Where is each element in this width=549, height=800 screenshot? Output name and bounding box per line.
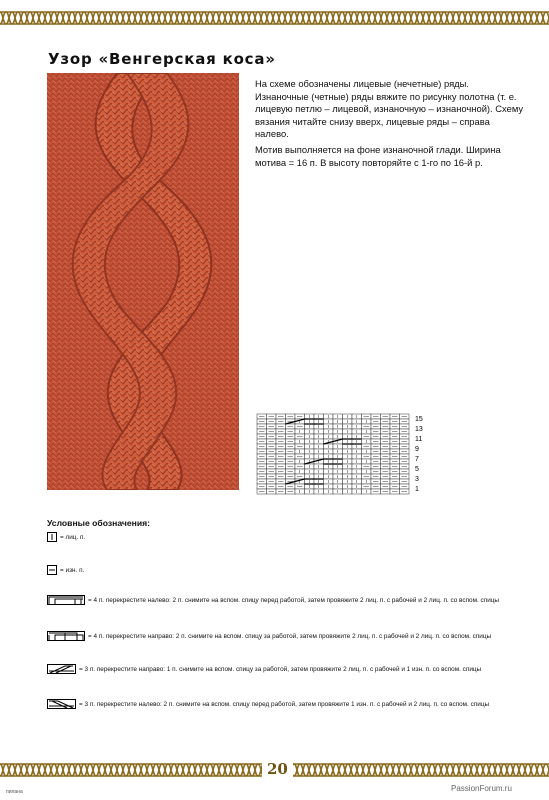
legend-item-purl xyxy=(47,563,84,577)
legend-text: = 4 п. перекрестите налево: 2 п. снимите на вспом. спицу перед работой, затем провяжите 2 лиц. п. с рабочей и 2 лиц. п. со вспом. спицы xyxy=(88,596,500,604)
legend-text: = 3 п. перекрестите налево: 2 п. снимите на вспом. спицу перед работой, затем провяжите 1 изн. п. с рабочей и 2 лиц. п. со вспом. спицы xyxy=(79,700,490,708)
row-number: 7 xyxy=(415,456,419,463)
description-paragraph-2: Мотив выполняется на фоне изнаночной глади. Ширина мотива = 16 п. В высоту повторяйте с 1-го по 16-й р. xyxy=(255,143,501,168)
row-number: 1 xyxy=(415,486,419,493)
row-number: 3 xyxy=(415,476,419,483)
row-number: 5 xyxy=(415,466,419,473)
row-number: 11 xyxy=(415,436,423,443)
footer-left-text: пилана xyxy=(6,789,23,795)
row-number: 13 xyxy=(415,426,423,433)
page-title: Узор «Венгерская коса» xyxy=(48,50,276,68)
row-number: 9 xyxy=(415,446,419,453)
legend-text: = изн. п. xyxy=(60,566,85,574)
legend-item-cable-4-left xyxy=(47,593,499,607)
knit-stitch-icon xyxy=(47,532,57,542)
legend-item-knit xyxy=(47,530,85,544)
legend-text: = 3 п. перекрестите направо: 1 п. снимите на вспом. спицу за работой, затем провяжите 2 лиц. п. с рабочей и 1 изн. п. со вспом. спицы xyxy=(79,665,482,673)
row-number: 15 xyxy=(415,416,423,423)
description-paragraph-1: На схеме обозначены лицевые (нечетные) ряды. Изнаночные (четные) ряды вяжите по рисунку полотна (т. е. лицевую петлю – лицевой, изнаночную – изнаночной). Схему вязания читайте снизу вверх, лицевые ряды – справа налево. xyxy=(255,78,524,140)
footer-watermark: PassionForum.ru xyxy=(451,784,512,793)
knitting-chart xyxy=(253,412,433,496)
legend-item-cable-4-right xyxy=(47,629,491,643)
decorative-top-border xyxy=(0,8,549,28)
cable-3-left-icon xyxy=(47,699,76,709)
legend-text: = 4 п. перекрестите направо: 2 п. снимите на вспом. спицу за работой, затем провяжите 2 лиц. п. с рабочей и 2 лиц. п. со вспом. спицы xyxy=(88,632,492,640)
cable-4-left-icon xyxy=(47,595,85,605)
legend-item-cable-3-right xyxy=(47,662,481,676)
purl-stitch-icon xyxy=(47,565,57,575)
cable-3-right-icon xyxy=(47,664,76,674)
legend-text: = лиц. п. xyxy=(60,533,86,541)
legend-title: Условные обозначения: xyxy=(47,518,150,528)
legend-item-cable-3-left xyxy=(47,697,489,711)
cable-4-right-icon xyxy=(47,631,85,641)
knit-sample-photo xyxy=(47,73,239,490)
pattern-description xyxy=(255,78,525,172)
page-number: 20 xyxy=(262,760,293,778)
